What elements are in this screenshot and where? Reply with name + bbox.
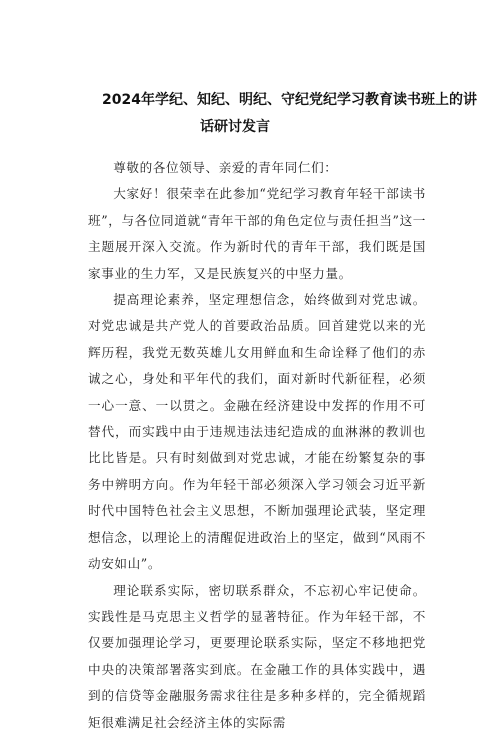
title-line-1: 2024年学纪、知纪、明纪、守纪党纪学习教育读书班上的讲 — [102, 92, 477, 108]
document-body — [88, 155, 426, 736]
paragraph-3: 理论联系实际，密切联系群众，不忘初心牢记使命。实践性是马克思主义哲学的显著特征。作为年轻干部，不仅要加强理论学习，更要理论联系实际，坚定不移地把党中央的决策部署落实到底。在金融工作的具体实践中，遇到的信贷等金融服务需求往往是多种多样的，完全循规蹈矩很难满足社会经济主体的实际需 — [88, 582, 426, 730]
title-line-2: 话研讨发言 — [200, 119, 270, 135]
salutation: 尊敬的各位领导、亲爱的青年同仁们： — [113, 160, 338, 175]
paragraph-2: 提高理论素养，坚定理想信念，始终做到对党忠诚。对党忠诚是共产党人的首要政治品质。回首建党以来的光辉历程，我党无数英雄儿女用鲜血和生命诠释了他们的赤诚之心，身处和平年代的我们，面对新时代新征程，必须一心一意、一以贯之。金融在经济建设中发挥的作用不可替代，而实践中由于违规违法违纪造成的血淋淋的教训也比比皆是。只有时刻做到对党忠诚，才能在纷繁复杂的事务中辨明方向。作为年轻干部必须深入学习领会习近平新时代中国特色社会主义思想，不断加强理论武装，坚定理想信念，以理论上的清醒促进政治上的坚定，做到“风雨不动安如山”。 — [88, 292, 426, 572]
paragraph-1: 大家好！很荣幸在此参加“党纪学习教育年轻干部读书班”，与各位同道就“青年干部的角色定位与责任担当”这一主题展开深入交流。作为新时代的青年干部，我们既是国家事业的生力军，又是民族复兴的中坚力量。 — [88, 186, 426, 281]
